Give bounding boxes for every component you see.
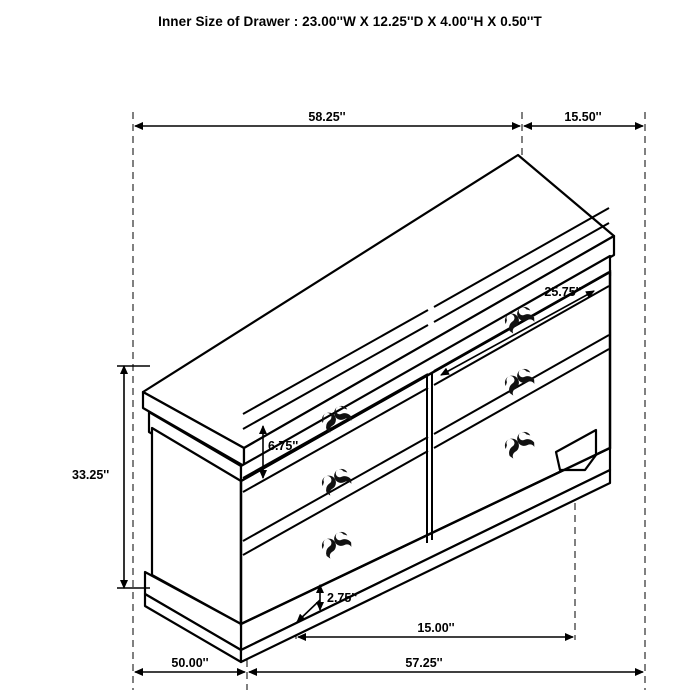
dimension-base-width [249, 656, 643, 672]
dimension-top-depth [524, 110, 643, 126]
dimension-interior-width [298, 621, 573, 637]
dimension-label: 33.25'' [72, 468, 110, 482]
dimension-base-depth [135, 656, 245, 672]
dimension-label: 15.50'' [564, 110, 602, 124]
dimension-top-width [135, 110, 520, 126]
dimension-label: 6.75'' [268, 439, 299, 453]
dimension-label: 58.25'' [308, 110, 346, 124]
page-title: Inner Size of Drawer : 23.00''W X 12.25''D X 4.00''H X 0.50''T [158, 14, 542, 29]
dimension-label: 57.25'' [405, 656, 443, 670]
dimension-label: 15.00'' [417, 621, 455, 635]
dimension-total-height [72, 366, 150, 588]
dresser-outline [143, 155, 614, 662]
dimension-label: 25.75'' [544, 285, 582, 299]
dimension-label: 2.75'' [327, 591, 358, 605]
dimension-label: 50.00'' [171, 656, 209, 670]
